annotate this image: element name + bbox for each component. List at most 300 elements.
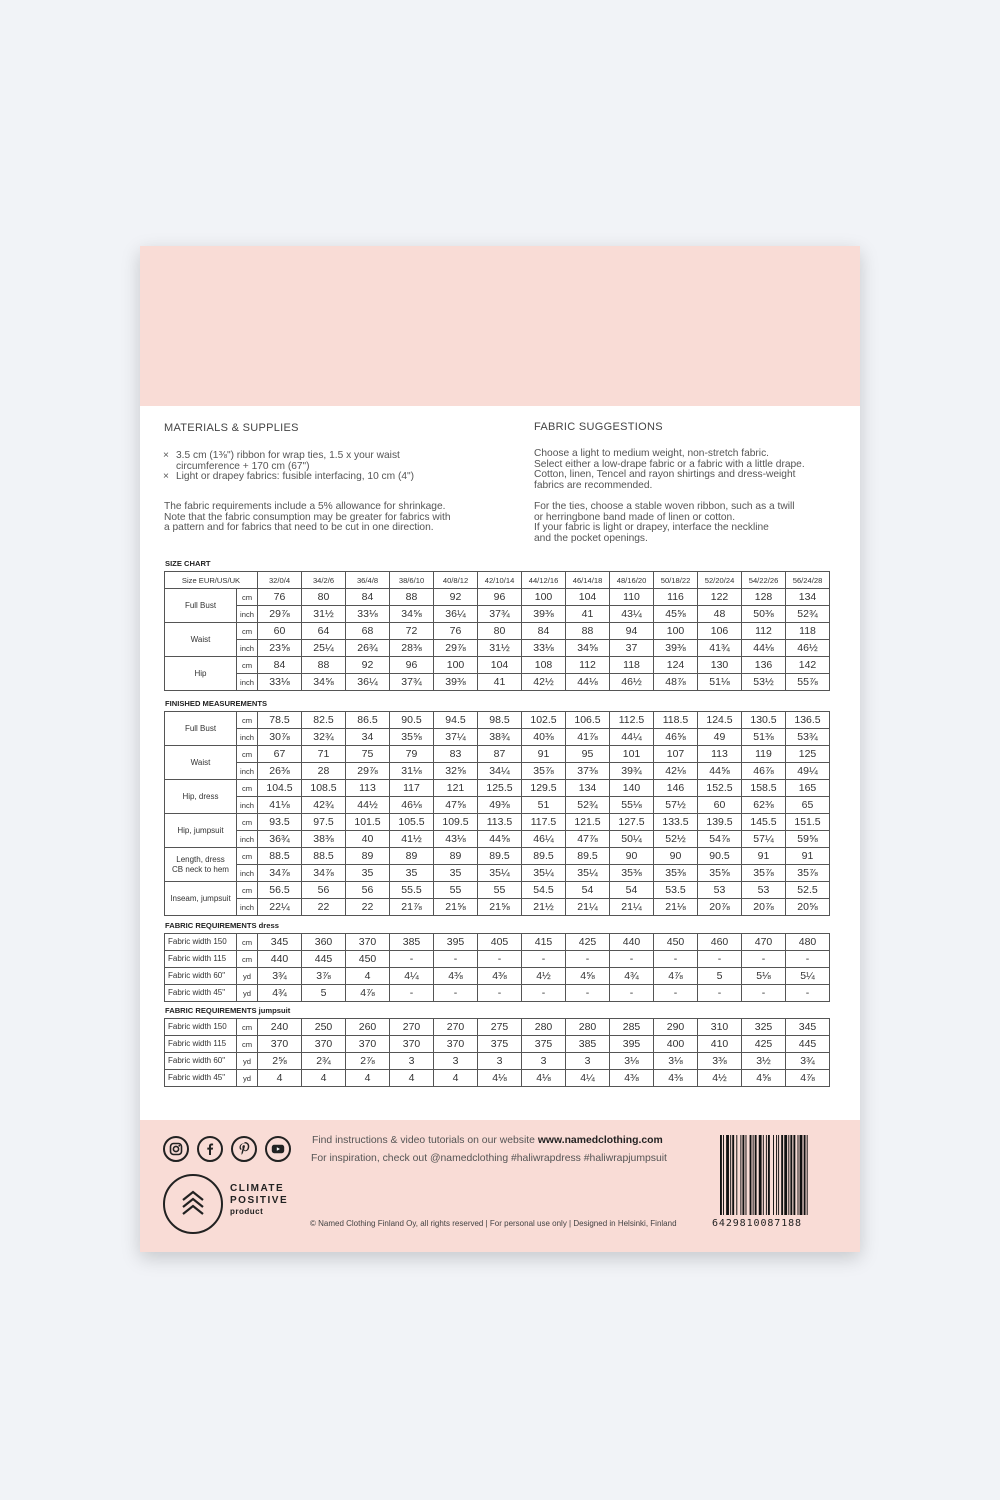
value-cell: 21⅝	[478, 899, 522, 916]
value-cell: 4⅛	[478, 1070, 522, 1087]
value-cell: 34⅝	[390, 606, 434, 623]
value-cell: 41	[566, 606, 610, 623]
value-cell: 108.5	[302, 780, 346, 797]
value-cell: 88	[390, 589, 434, 606]
instagram-icon[interactable]	[163, 1136, 189, 1162]
value-cell: 375	[522, 1036, 566, 1053]
value-cell: 5	[698, 968, 742, 985]
value-cell: 44½	[346, 797, 390, 814]
website-link[interactable]: www.namedclothing.com	[537, 1135, 663, 1146]
value-cell: 91	[522, 746, 566, 763]
value-cell: 53	[698, 882, 742, 899]
row-label	[165, 814, 237, 848]
value-cell: 44⅝	[478, 831, 522, 848]
value-cell: 370	[302, 1036, 346, 1053]
value-cell: -	[742, 985, 786, 1002]
unit-cell: cm	[237, 951, 258, 968]
value-cell: 101	[610, 746, 654, 763]
value-cell: 3¾	[786, 1053, 830, 1070]
value-cell: 60	[698, 797, 742, 814]
value-cell: 34⅞	[258, 865, 302, 882]
facebook-icon[interactable]	[197, 1136, 223, 1162]
value-cell: 146	[654, 780, 698, 797]
unit-cell: inch	[237, 606, 258, 623]
size-header-cell: 54/22/26	[742, 572, 786, 589]
social-icons	[163, 1136, 291, 1162]
value-cell: 89.5	[478, 848, 522, 865]
value-cell: 34⅞	[302, 865, 346, 882]
value-cell: 33⅛	[346, 606, 390, 623]
value-cell: 260	[346, 1019, 390, 1036]
value-cell: 30⅞	[258, 729, 302, 746]
value-cell: 110	[610, 589, 654, 606]
value-cell: 45⅝	[654, 606, 698, 623]
value-cell: 39⅜	[654, 640, 698, 657]
value-cell: -	[654, 951, 698, 968]
value-cell: 117	[390, 780, 434, 797]
value-cell: -	[742, 951, 786, 968]
value-cell: 84	[258, 657, 302, 674]
value-cell: -	[390, 951, 434, 968]
table-row	[165, 1036, 830, 1053]
para-line: If your fabric is light or drapey, interface the neckline	[534, 522, 769, 534]
bullet-marker: ×	[163, 471, 169, 483]
materials-item-line: 3.5 cm (1⅜") ribbon for wrap ties, 1.5 x your waist	[176, 450, 400, 461]
value-cell: 130	[698, 657, 742, 674]
value-cell: -	[698, 951, 742, 968]
value-cell: 4⅞	[346, 985, 390, 1002]
value-cell: 56	[302, 882, 346, 899]
value-cell: 4	[258, 1070, 302, 1087]
row-label-line: Hip	[194, 668, 207, 678]
value-cell: 119	[742, 746, 786, 763]
value-cell: 125	[786, 746, 830, 763]
unit-cell: cm	[237, 1036, 258, 1053]
barcode-bar	[766, 1135, 767, 1215]
value-cell: 46⅞	[742, 763, 786, 780]
size-chart-table	[164, 571, 830, 691]
value-cell: 80	[302, 589, 346, 606]
value-cell: 106.5	[566, 712, 610, 729]
fabric-requirements-jumpsuit-table	[164, 1018, 830, 1087]
value-cell: 76	[434, 623, 478, 640]
value-cell: 51	[522, 797, 566, 814]
row-label	[165, 623, 237, 657]
value-cell: 425	[742, 1036, 786, 1053]
table-row	[165, 712, 830, 729]
value-cell: 460	[698, 934, 742, 951]
value-cell: 39⅜	[434, 674, 478, 691]
value-cell: 57¼	[742, 831, 786, 848]
value-cell: 53	[742, 882, 786, 899]
value-cell: 108	[522, 657, 566, 674]
table-row	[165, 623, 830, 640]
value-cell: -	[786, 985, 830, 1002]
barcode-number: 6429810087188	[712, 1218, 802, 1229]
shrinkage-note	[164, 502, 494, 534]
size-header-cell: 38/6/10	[390, 572, 434, 589]
value-cell: 4⅞	[786, 1070, 830, 1087]
value-cell: 55	[434, 882, 478, 899]
value-cell: 4¼	[566, 1070, 610, 1087]
value-cell: 54⅞	[698, 831, 742, 848]
value-cell: 21¼	[610, 899, 654, 916]
value-cell: 35¼	[478, 865, 522, 882]
value-cell: 3	[390, 1053, 434, 1070]
value-cell: 21⅛	[654, 899, 698, 916]
value-cell: -	[566, 985, 610, 1002]
unit-cell: inch	[237, 797, 258, 814]
value-cell: 32⅝	[434, 763, 478, 780]
badge-line: CLIMATE	[230, 1183, 285, 1194]
value-cell: 4⅝	[566, 968, 610, 985]
table-row	[165, 674, 830, 691]
value-cell: 104	[566, 589, 610, 606]
fabric-requirements-dress-title: FABRIC REQUIREMENTS dress	[165, 921, 279, 930]
para-line: Cotton, linen, Tencel and rayon shirtings and dress-weight	[534, 469, 796, 481]
barcode-bar	[720, 1135, 722, 1215]
barcode-bar	[726, 1135, 729, 1215]
value-cell: 22	[346, 899, 390, 916]
row-label-line: CB neck to hem	[172, 864, 229, 874]
barcode-bar	[723, 1135, 724, 1215]
row-label: Fabric width 45"	[165, 985, 237, 1002]
value-cell: 35⅞	[742, 865, 786, 882]
value-cell: 42⅛	[654, 763, 698, 780]
value-cell: 3⅛	[610, 1053, 654, 1070]
value-cell: 136	[742, 657, 786, 674]
value-cell: 4	[346, 968, 390, 985]
value-cell: 87	[478, 746, 522, 763]
value-cell: 68	[346, 623, 390, 640]
value-cell: 52.5	[786, 882, 830, 899]
row-label	[165, 780, 237, 814]
value-cell: -	[610, 985, 654, 1002]
value-cell: 28	[302, 763, 346, 780]
table-row	[165, 865, 830, 882]
row-label: Fabric width 150	[165, 1019, 237, 1036]
value-cell: 98.5	[478, 712, 522, 729]
value-cell: 22	[302, 899, 346, 916]
value-cell: 86.5	[346, 712, 390, 729]
unit-cell: inch	[237, 674, 258, 691]
value-cell: 3¾	[258, 968, 302, 985]
value-cell: 4¾	[258, 985, 302, 1002]
value-cell: 35¼	[522, 865, 566, 882]
materials-list	[163, 451, 463, 483]
value-cell: -	[390, 985, 434, 1002]
barcode-bar	[800, 1135, 803, 1215]
row-label: Fabric width 45"	[165, 1070, 237, 1087]
value-cell: 129.5	[522, 780, 566, 797]
value-cell: 145.5	[742, 814, 786, 831]
value-cell: 33⅛	[522, 640, 566, 657]
value-cell: 136.5	[786, 712, 830, 729]
value-cell: 44⅛	[742, 640, 786, 657]
value-cell: 113.5	[478, 814, 522, 831]
value-cell: 91	[786, 848, 830, 865]
value-cell: 370	[258, 1036, 302, 1053]
finished-measurements-title: FINISHED MEASUREMENTS	[165, 699, 268, 708]
value-cell: 36¾	[258, 831, 302, 848]
value-cell: 20⅝	[786, 899, 830, 916]
value-cell: 56.5	[258, 882, 302, 899]
unit-cell: yd	[237, 968, 258, 985]
value-cell: -	[522, 985, 566, 1002]
value-cell: 55	[478, 882, 522, 899]
size-header-cell: 46/14/18	[566, 572, 610, 589]
barcode-bar	[763, 1135, 764, 1215]
value-cell: 35	[390, 865, 434, 882]
value-cell: 43⅛	[434, 831, 478, 848]
size-chart-title: SIZE CHART	[165, 559, 211, 568]
value-cell: 105.5	[390, 814, 434, 831]
value-cell: 395	[434, 934, 478, 951]
table-row	[165, 797, 830, 814]
fabric-requirements-jumpsuit-title: FABRIC REQUIREMENTS jumpsuit	[165, 1006, 291, 1015]
finished-measurements-table	[164, 711, 830, 916]
value-cell: 280	[522, 1019, 566, 1036]
value-cell: 49	[698, 729, 742, 746]
value-cell: 51⅜	[742, 729, 786, 746]
value-cell: 3⅞	[302, 968, 346, 985]
value-cell: 94.5	[434, 712, 478, 729]
barcode-bar	[776, 1135, 777, 1215]
value-cell: 76	[258, 589, 302, 606]
table-row	[165, 729, 830, 746]
value-cell: 37¾	[390, 674, 434, 691]
value-cell: 450	[346, 951, 390, 968]
value-cell: 4¾	[610, 968, 654, 985]
unit-cell: cm	[237, 589, 258, 606]
table-row	[165, 606, 830, 623]
table-row	[165, 746, 830, 763]
copyright-text: © Named Clothing Finland Oy, all rights reserved | For personal use only | Designed in Helsinki, Finland	[310, 1219, 677, 1228]
size-header-cell: 44/12/16	[522, 572, 566, 589]
value-cell: 3	[478, 1053, 522, 1070]
value-cell: 47⅞	[566, 831, 610, 848]
size-header-label: Size EUR/US/UK	[165, 572, 258, 589]
value-cell: 124	[654, 657, 698, 674]
pinterest-icon[interactable]	[231, 1136, 257, 1162]
value-cell: 35¼	[566, 865, 610, 882]
barcode-bar	[781, 1135, 783, 1215]
value-cell: 31½	[478, 640, 522, 657]
value-cell: 89.5	[566, 848, 610, 865]
table-row	[165, 572, 830, 589]
value-cell: 480	[786, 934, 830, 951]
value-cell: 90	[654, 848, 698, 865]
value-cell: 130.5	[742, 712, 786, 729]
value-cell: 97.5	[302, 814, 346, 831]
value-cell: 37⅜	[566, 763, 610, 780]
value-cell: 4¼	[390, 968, 434, 985]
value-cell: 133.5	[654, 814, 698, 831]
value-cell: 52½	[654, 831, 698, 848]
website-line-prefix: Find instructions & video tutorials on our website	[312, 1135, 538, 1146]
value-cell: 90	[610, 848, 654, 865]
value-cell: 116	[654, 589, 698, 606]
value-cell: 41	[478, 674, 522, 691]
value-cell: 33⅛	[258, 674, 302, 691]
value-cell: 34¼	[478, 763, 522, 780]
row-label-line: Inseam, jumpsuit	[170, 893, 231, 903]
value-cell: 31⅛	[390, 763, 434, 780]
value-cell: 127.5	[610, 814, 654, 831]
value-cell: 46¼	[522, 831, 566, 848]
value-cell: 42½	[522, 674, 566, 691]
unit-cell: cm	[237, 623, 258, 640]
value-cell: 345	[258, 934, 302, 951]
value-cell: 60	[258, 623, 302, 640]
value-cell: 31½	[302, 606, 346, 623]
value-cell: 29⅞	[346, 763, 390, 780]
barcode-bar	[798, 1135, 799, 1215]
value-cell: 90.5	[390, 712, 434, 729]
value-cell: -	[698, 985, 742, 1002]
value-cell: 4⅜	[654, 1070, 698, 1087]
barcode-bar	[740, 1135, 741, 1215]
value-cell: 128	[742, 589, 786, 606]
row-label-line: Waist	[190, 634, 211, 644]
value-cell: 4⅜	[610, 1070, 654, 1087]
value-cell: 28⅜	[390, 640, 434, 657]
note-line: The fabric requirements include a 5% allowance for shrinkage.	[164, 501, 446, 512]
table-row	[165, 657, 830, 674]
climate-positive-badge	[163, 1174, 223, 1234]
barcode-bar	[736, 1135, 737, 1215]
value-cell: 35⅜	[654, 865, 698, 882]
value-cell: 39⅜	[522, 606, 566, 623]
unit-cell: cm	[237, 712, 258, 729]
value-cell: 40	[346, 831, 390, 848]
row-label: Fabric width 60"	[165, 968, 237, 985]
value-cell: 46⅝	[654, 729, 698, 746]
value-cell: 88.5	[258, 848, 302, 865]
row-label	[165, 589, 237, 623]
value-cell: 34	[346, 729, 390, 746]
barcode-bar	[742, 1135, 744, 1215]
materials-item	[163, 472, 463, 483]
value-cell: 140	[610, 780, 654, 797]
youtube-icon[interactable]	[265, 1136, 291, 1162]
value-cell: 42¾	[302, 797, 346, 814]
value-cell: 39¾	[610, 763, 654, 780]
value-cell: 96	[478, 589, 522, 606]
value-cell: 44⅝	[698, 763, 742, 780]
value-cell: 118	[610, 657, 654, 674]
value-cell: 52¾	[566, 797, 610, 814]
table-row	[165, 1019, 830, 1036]
value-cell: 57½	[654, 797, 698, 814]
value-cell: 35⅜	[610, 865, 654, 882]
value-cell: 4½	[698, 1070, 742, 1087]
value-cell: 35⅝	[698, 865, 742, 882]
value-cell: 3	[566, 1053, 610, 1070]
size-header-cell: 42/10/14	[478, 572, 522, 589]
climate-positive-label	[230, 1183, 288, 1217]
value-cell: 370	[346, 934, 390, 951]
value-cell: 26⅜	[258, 763, 302, 780]
value-cell: 370	[346, 1036, 390, 1053]
row-label	[165, 746, 237, 780]
value-cell: 445	[302, 951, 346, 968]
value-cell: 21½	[522, 899, 566, 916]
badge-line: POSITIVE	[230, 1195, 289, 1206]
row-label: Fabric width 115	[165, 1036, 237, 1053]
para-line: Select either a low-drape fabric or a fabric with a little drape.	[534, 458, 805, 470]
value-cell: 22¼	[258, 899, 302, 916]
unit-cell: yd	[237, 985, 258, 1002]
value-cell: 54	[566, 882, 610, 899]
value-cell: 35⅞	[522, 763, 566, 780]
table-row	[165, 831, 830, 848]
unit-cell: cm	[237, 780, 258, 797]
row-label	[165, 882, 237, 916]
fabric-suggestion-para1	[534, 449, 844, 491]
row-label	[165, 712, 237, 746]
value-cell: 20⅞	[698, 899, 742, 916]
value-cell: 345	[786, 1019, 830, 1036]
value-cell: 112.5	[610, 712, 654, 729]
unit-cell: inch	[237, 865, 258, 882]
value-cell: 35⅝	[390, 729, 434, 746]
value-cell: 23⅝	[258, 640, 302, 657]
value-cell: 56	[346, 882, 390, 899]
value-cell: 67	[258, 746, 302, 763]
value-cell: 158.5	[742, 780, 786, 797]
value-cell: 34⅝	[302, 674, 346, 691]
value-cell: 94	[610, 623, 654, 640]
table-row	[165, 763, 830, 780]
para-line: Choose a light to medium weight, non-stretch fabric.	[534, 448, 769, 459]
materials-title: MATERIALS & SUPPLIES	[164, 422, 299, 434]
chevron-up-icon	[165, 1176, 221, 1232]
size-header-cell: 48/16/20	[610, 572, 654, 589]
value-cell: 25¼	[302, 640, 346, 657]
para-line: fabrics are recommended.	[534, 479, 653, 491]
value-cell: 100	[434, 657, 478, 674]
unit-cell: yd	[237, 1070, 258, 1087]
row-label-line: Hip, jumpsuit	[177, 825, 224, 835]
value-cell: 46½	[786, 640, 830, 657]
value-cell: 445	[786, 1036, 830, 1053]
row-label-line: Length, dress	[176, 854, 225, 864]
value-cell: 53.5	[654, 882, 698, 899]
value-cell: 270	[390, 1019, 434, 1036]
value-cell: 310	[698, 1019, 742, 1036]
value-cell: 4	[346, 1070, 390, 1087]
value-cell: 21⅝	[434, 899, 478, 916]
value-cell: 3⅛	[654, 1053, 698, 1070]
unit-cell: cm	[237, 848, 258, 865]
value-cell: 51⅛	[698, 674, 742, 691]
value-cell: 80	[478, 623, 522, 640]
value-cell: 35⅞	[786, 865, 830, 882]
value-cell: 79	[390, 746, 434, 763]
unit-cell: inch	[237, 729, 258, 746]
value-cell: 4⅛	[522, 1070, 566, 1087]
value-cell: 62⅜	[742, 797, 786, 814]
value-cell: 134	[786, 589, 830, 606]
value-cell: 43¼	[610, 606, 654, 623]
barcode-bar	[755, 1135, 757, 1215]
row-label: Fabric width 115	[165, 951, 237, 968]
value-cell: 2⅞	[346, 1053, 390, 1070]
value-cell: 325	[742, 1019, 786, 1036]
fabric-suggestion-para2	[534, 502, 844, 544]
value-cell: 285	[610, 1019, 654, 1036]
